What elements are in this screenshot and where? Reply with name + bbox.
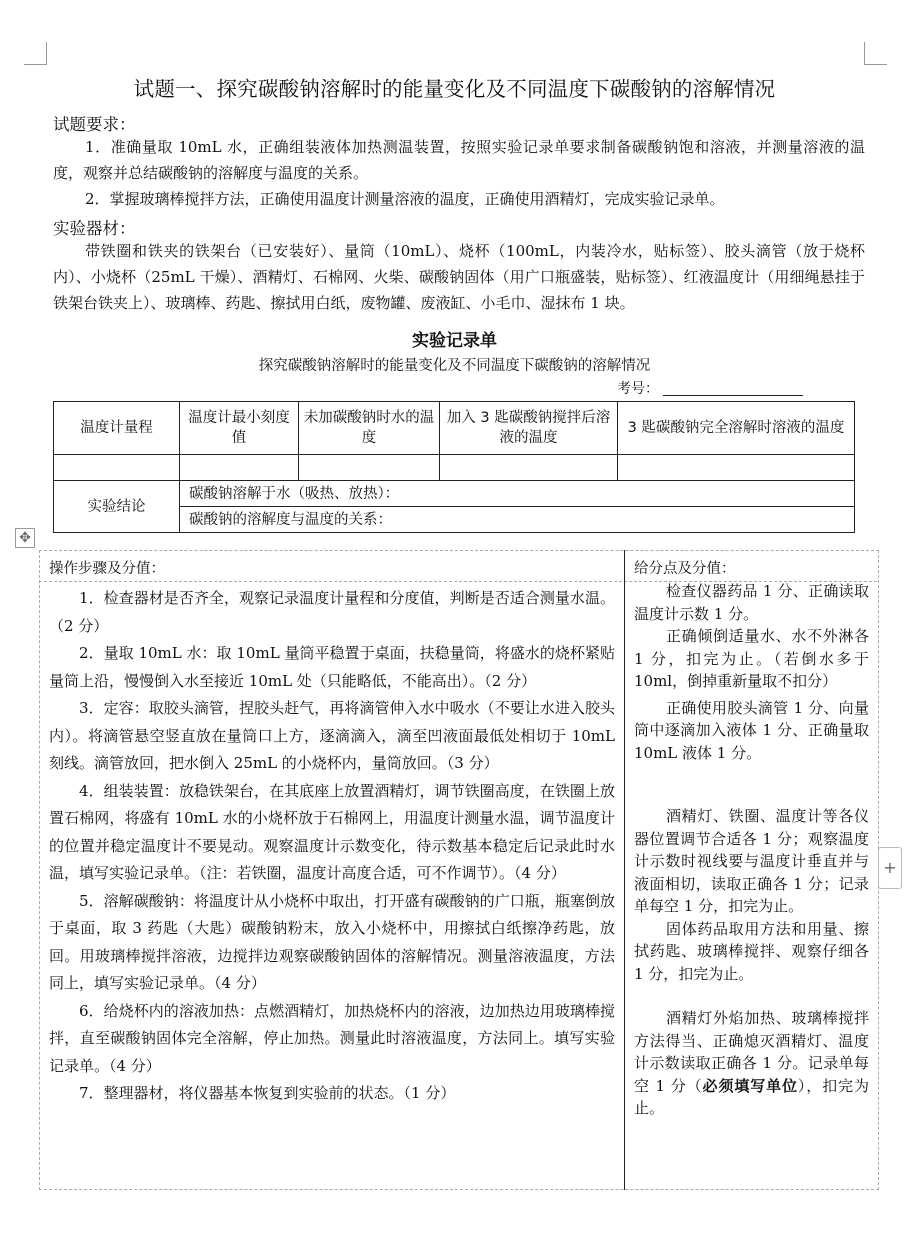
steps-list <box>49 585 615 1108</box>
score-item-4: 酒精灯、铁圈、温度计等各仪器位置调节合适各 1 分；观察温度计示数时视线要与温度计垂直并与液面相切，读取正确各 1 分；记录单每空 1 分，扣完为止。 <box>634 807 869 915</box>
exam-number-label: 考号： <box>617 381 659 397</box>
steps-column-divider <box>624 550 625 1190</box>
record-sheet-subtitle: 探究碳酸钠溶解时的能量变化及不同温度下碳酸钠的溶解情况 <box>258 358 651 374</box>
header-water-temp: 未加碳酸钠时水的温度 <box>299 402 440 455</box>
record-sheet-title: 实验记录单 <box>412 331 497 351</box>
page-corner-mark-top-right <box>864 42 887 65</box>
conclusion-solubility-question[interactable]: 碳酸钠的溶解度与温度的关系： <box>180 507 855 533</box>
score-item-6-tail: ），扣完为止。 <box>634 1076 869 1117</box>
score-item-2: 正确倾倒适量水、水不外淋各 1 分，扣完为止。（若倒水多于 10ml，倒掉重新量取不扣分） <box>634 627 869 690</box>
steps-heading: 操作步骤及分值： <box>49 561 165 577</box>
materials-heading: 实验器材： <box>53 219 136 238</box>
page-corner-mark-top-left <box>24 42 47 65</box>
step-item-4: 4．组装装置：放稳铁架台，在其底座上放置酒精灯，调节铁圈高度，在铁圈上放置石棉网，将盛有 10mL 水的小烧杯放于石棉网上，用温度计测量水温，调节温度计的位置并稳定温度计不要晃动。观察温度计示数变化，待示数基本稳定后记录此时水温，填写实验记录单。（注：若铁圈，温度计高度合适，可不作调节）。（4 分） <box>49 781 615 882</box>
cell-after-stir-temp[interactable] <box>440 455 618 481</box>
step-item-1: 1．检查器材是否齐全，观察记录温度计量程和分度值，判断是否适合测量水温。（2 分） <box>49 589 615 635</box>
step-item-6: 6．给烧杯内的溶液加热：点燃酒精灯，加热烧杯内的溶液，边加热边用玻璃棒搅拌，直至碳酸钠固体完全溶解，停止加热。测量此时溶液温度，方法同上。填写实验记录单。（4 分） <box>49 1001 615 1075</box>
scoring-heading: 给分点及分值： <box>634 561 736 577</box>
conclusion-heat-question[interactable]: 碳酸钠溶解于水（吸热、放热）： <box>180 481 855 507</box>
step-item-3: 3．定容：取胶头滴管，捏胶头赶气，再将滴管伸入水中吸水（不要让水进入胶头内）。将滴管悬空竖直放在量筒口上方，逐滴滴入，滴至凹液面最低处相切于 10mL 刻线。滴管放回，把水倒入 25mL 的小烧杯内，量筒放回。（3 分） <box>49 699 615 772</box>
score-item-5: 固体药品取用方法和用量、擦拭药匙、玻璃棒搅拌、观察仔细各 1 分，扣完为止。 <box>634 919 869 983</box>
score-item-6 <box>634 1007 869 1120</box>
step-item-7: 7．整理器材，将仪器基本恢复到实验前的状态。（1 分） <box>79 1084 456 1102</box>
scoring-list <box>634 580 869 1120</box>
cell-water-temp[interactable] <box>299 455 440 481</box>
score-item-6-text: 酒精灯外焰加热、玻璃棒搅拌方法得当、正确熄灭酒精灯、温度计示数读取正确各 1 分。记录单每空 1 分（ <box>634 1009 869 1095</box>
header-min-scale: 温度计最小刻度值 <box>180 402 299 455</box>
conclusion-label: 实验结论 <box>54 481 180 533</box>
cell-min-scale[interactable] <box>180 455 299 481</box>
header-dissolved-temp: 3 匙碳酸钠完全溶解时溶液的温度 <box>618 402 855 455</box>
header-thermometer-range: 温度计量程 <box>54 402 180 455</box>
requirement-item-1: 1．准确量取 10mL 水，正确组装液体加热测温装置，按照实验记录单要求制备碳酸钠饱和溶液，并测量溶液的温度，观察并总结碳酸钠的溶解度与温度的关系。 <box>53 138 865 182</box>
requirements-heading: 试题要求： <box>53 115 136 134</box>
step-item-5: 5．溶解碳酸钠：将温度计从小烧杯中取出，打开盛有碳酸钠的广口瓶，瓶塞倒放于桌面，取 3 药匙（大匙）碳酸钠粉末，放入小烧杯中，用擦拭白纸擦净药匙，放回。用玻璃棒搅拌溶液，边搅拌边观察碳酸钠固体的溶解情况。测量溶液温度，方法同上，填写实验记录单。（4 分） <box>49 891 615 992</box>
exam-number-field[interactable] <box>663 395 803 396</box>
record-table <box>53 401 855 533</box>
requirement-item-2: 2．掌握玻璃棒搅拌方法，正确使用温度计测量溶液的温度，正确使用酒精灯，完成实验记录单。 <box>85 190 725 208</box>
add-row-button[interactable]: + <box>878 847 902 889</box>
table-move-handle-icon[interactable]: ✥ <box>15 528 35 548</box>
cell-dissolved-temp[interactable] <box>618 455 855 481</box>
document-title: 试题一、探究碳酸钠溶解时的能量变化及不同温度下碳酸钠的溶解情况 <box>133 77 776 101</box>
header-after-stir-temp: 加入 3 匙碳酸钠搅拌后溶液的温度 <box>440 402 618 455</box>
cell-thermometer-range[interactable] <box>54 455 180 481</box>
score-item-3: 正确使用胶头滴管 1 分、向量筒中逐滴加入液体 1 分、正确量取 10mL 液体 1 分。 <box>634 698 869 762</box>
materials-text: 带铁圈和铁夹的铁架台（已安装好）、量筒（10mL）、烧杯（100mL，内装冷水，贴标签）、胶头滴管（放于烧杯内）、小烧杯（25mL 干燥）、酒精灯、石棉网、火柴、碳酸钠固体（用广口瓶盛装，贴标签）、红液温度计（用细绳悬挂于铁架台铁夹上）、玻璃棒、药匙、擦拭用白纸，废物罐、废液缸、小毛巾、湿抹布 1 块。 <box>53 242 865 312</box>
score-item-1: 检查仪器药品 1 分、正确读取温度计示数 1 分。 <box>634 582 869 623</box>
step-item-2: 2．量取 10mL 水：取 10mL 量筒平稳置于桌面，扶稳量筒，将盛水的烧杯紧贴量筒上沿，慢慢倒入水至接近 10mL 处（只能略低，不能高出）。（2 分） <box>49 644 615 690</box>
score-item-6-emphasis: 必须填写单位 <box>702 1076 798 1095</box>
